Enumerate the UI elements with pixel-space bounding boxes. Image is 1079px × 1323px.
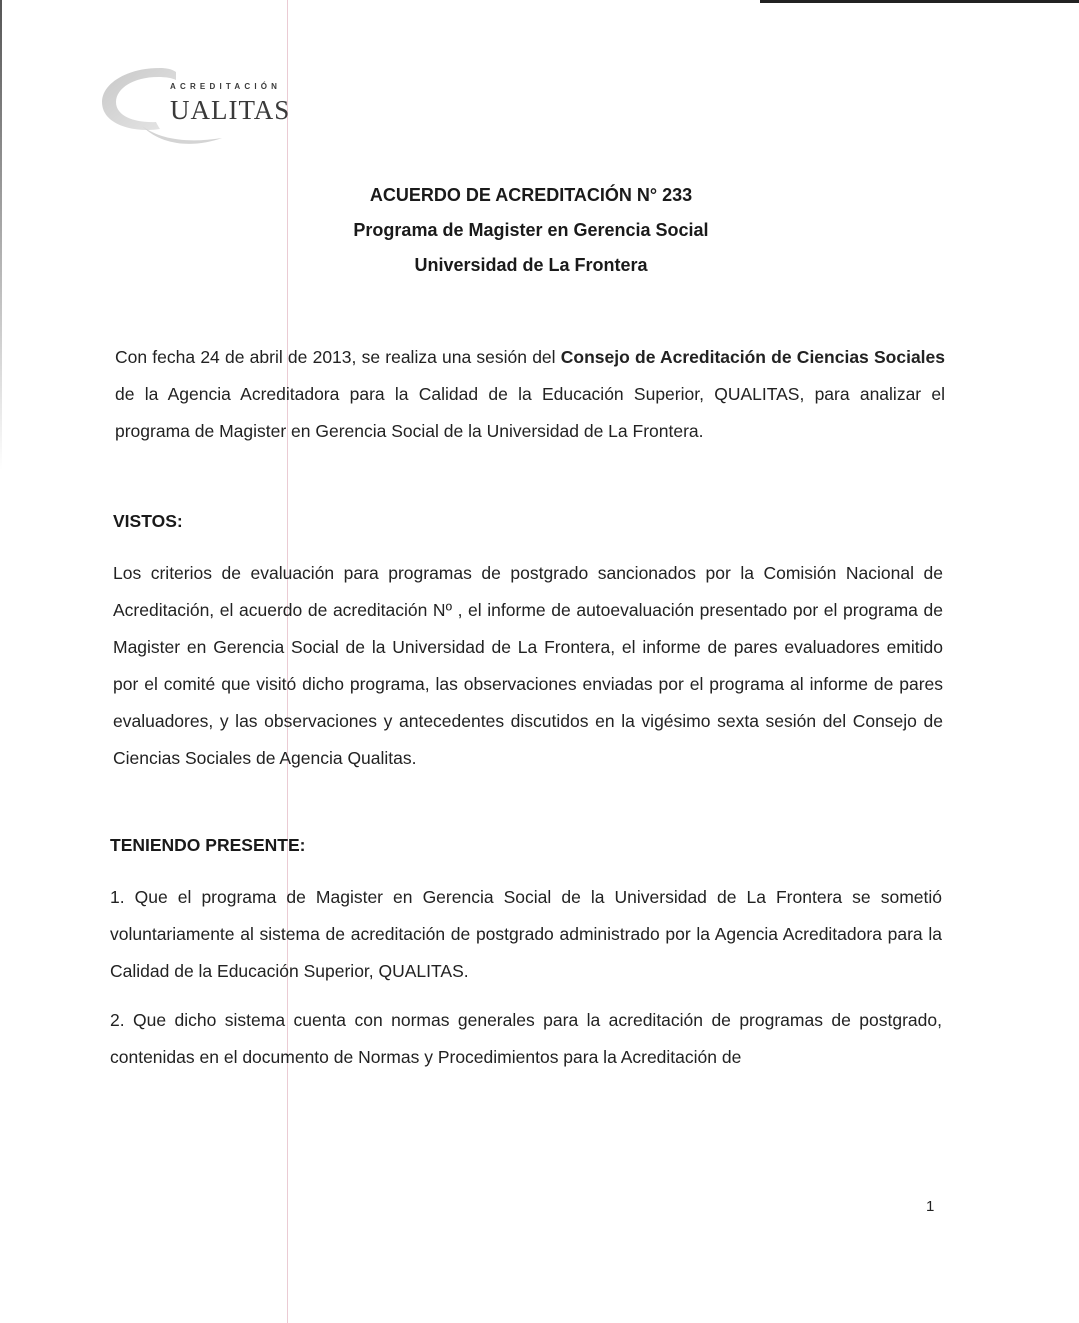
vistos-paragraph: Los criterios de evaluación para programas de postgrado sancionados por la Comisión Nacional de Acreditación, el acuerdo de acreditación Nº , el informe de autoevaluación presentado por el programa de Magister en Gerencia Social de la Universidad de La Frontera, el informe de pares evaluadores emitido por el comité que visitó dicho programa, las observaciones enviadas por el programa al informe de pares evaluadores, y las observaciones y antecedentes discutidos en la vigésimo sexta sesión del Consejo de Ciencias Sociales de Agencia Qualitas. xyxy=(113,563,943,768)
teniendo-presente-heading: TENIENDO PRESENTE: xyxy=(110,835,306,855)
title-agreement-number: ACUERDO DE ACREDITACIÓN N° 233 xyxy=(369,185,693,205)
intro-council-name: Consejo de Acreditación de Ciencias Sociales xyxy=(560,347,946,367)
teniendo-presente-item-1: 1. Que el programa de Magister en Gerencia Social de la Universidad de La Frontera se sometió voluntariamente al sistema de acreditación de postgrado administrado por la Agencia Acreditadora para la Calidad de la Educación Superior, QUALITAS. xyxy=(110,887,942,981)
document-title xyxy=(0,178,1062,283)
intro-text-start: Con fecha 24 de abril de 2013, se realiza una sesión del xyxy=(115,347,561,367)
title-program: Programa de Magister en Gerencia Social xyxy=(353,220,709,240)
logo-acreditacion-text: ACREDITACIÓN xyxy=(170,82,282,91)
intro-text-end: de la Agencia Acreditadora para la Calidad de la Educación Superior, QUALITAS, para analizar el programa de Magister en Gerencia Social de la Universidad de La Frontera. xyxy=(115,384,945,441)
qualitas-logo xyxy=(98,64,298,154)
logo-qualitas-text: UALITAS xyxy=(170,95,291,125)
title-university: Universidad de La Frontera xyxy=(414,255,648,275)
vistos-heading: VISTOS: xyxy=(113,511,183,531)
intro-paragraph xyxy=(115,339,945,450)
page-number: 1 xyxy=(926,1198,935,1215)
teniendo-presente-item-2: 2. Que dicho sistema cuenta con normas generales para la acreditación de programas de postgrado, contenidas en el documento de Normas y Procedimientos para la Acreditación de xyxy=(110,1010,942,1067)
scan-artifact-top xyxy=(760,0,1079,3)
